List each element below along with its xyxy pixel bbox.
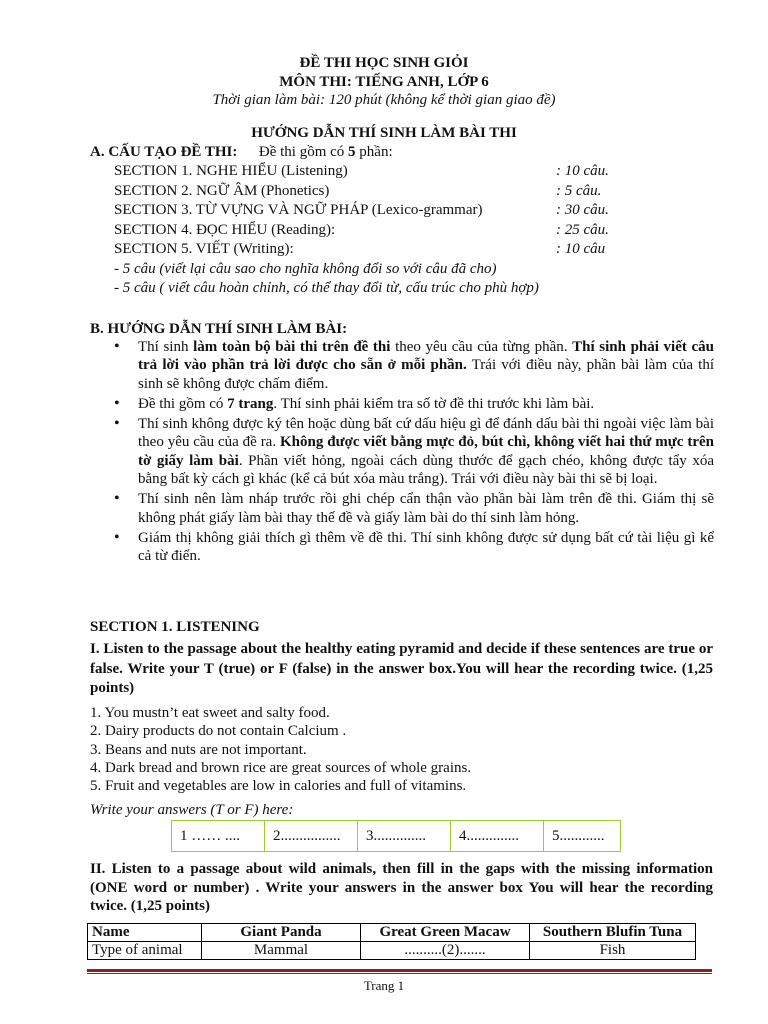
table-header-row <box>88 924 696 942</box>
answer-cell[interactable]: 2................ <box>265 821 358 852</box>
part-a-heading: A. CẤU TẠO ĐỀ THI: <box>90 144 238 160</box>
statement-list <box>90 704 471 795</box>
question-1-prompt: I. Listen to the passage about the healthy eating pyramid and decide if these sentences are true or false. Write your T (true) or F (false) in the answer box.You will hear the recording twice. (1,25 points) <box>90 641 713 696</box>
section-label: SECTION 4. ĐỌC HIỂU (Reading): <box>114 221 336 238</box>
statement-item: 3. Beans and nuts are not important. <box>90 741 307 758</box>
animal-table <box>87 923 696 960</box>
exam-time: Thời gian làm bài: 120 phút (không kể thời gian giao đề) <box>212 92 556 108</box>
instruction-item <box>114 395 714 413</box>
section-count: : 10 câu <box>556 241 606 257</box>
part-a-intro-num: 5 <box>348 144 356 160</box>
instruction-item <box>114 529 714 566</box>
table-cell: Fish <box>530 942 696 960</box>
question-2-prompt: II. Listen to a passage about wild animals, then fill in the gaps with the missing information (ONE word or number) . Write your answers in the answer box You will hear the recording twice. (1,25 points) <box>90 861 713 914</box>
table-header-cell: Giant Panda <box>202 924 361 942</box>
section-label: SECTION 5. VIẾT (Writing): <box>114 241 294 257</box>
instruction-item <box>114 338 714 393</box>
section-label: SECTION 2. NGỮ ÂM (Phonetics) <box>114 182 330 199</box>
table-header-cell: Name <box>88 924 202 942</box>
text: Thí sinh <box>138 339 194 355</box>
text-bold: 7 trang <box>227 395 274 412</box>
part-a-intro-pre: Đề thi gồm có <box>258 144 349 160</box>
answer-row <box>172 821 621 852</box>
table-cell: Mammal <box>202 942 361 960</box>
statement-item: 1. You mustn’t eat sweet and salty food. <box>90 705 330 721</box>
text: . Phần viết hỏng, ngoài cách dùng thước để gạch chéo, không được tẩy xóa bằng bất kỳ cách gì khác (kể cả bút xóa màu trắng). Trái với điều này bài thi sẽ bị loại. <box>138 452 715 488</box>
section-label: SECTION 3. TỪ VỰNG VÀ NGỮ PHÁP (Lexico-grammar) <box>114 202 483 218</box>
table-cell[interactable]: ..........(2)....... <box>361 942 530 960</box>
instructions-title: HƯỚNG DẪN THÍ SINH LÀM BÀI THI <box>251 125 517 141</box>
instruction-item <box>114 490 714 527</box>
answer-box <box>171 820 621 852</box>
text: theo yêu cầu của từng phần. <box>390 339 573 355</box>
part-a-intro-post: phần: <box>355 144 393 160</box>
statement-item: 5. Fruit and vegetables are low in calories and full of vitamins. <box>90 778 467 795</box>
section-count: : 10 câu. <box>556 163 609 179</box>
text-bold: Thí sinh phải viết câu trả lời vào phần trả lời được cho sẵn ở mỗi phần. <box>138 339 714 374</box>
section-count: : 5 câu. <box>556 182 602 199</box>
page-number: Trang 1 <box>363 978 405 993</box>
exam-title: ĐỀ THI HỌC SINH GIỎI <box>299 55 469 71</box>
footer-rule <box>87 969 712 972</box>
answer-cell[interactable]: 4.............. <box>451 821 544 852</box>
writing-note: - 5 câu ( viết câu hoàn chỉnh, có thể thay đổi từ, cấu trúc cho phù hợp) <box>114 280 539 296</box>
answer-cell[interactable]: 1 …… .... <box>172 821 265 852</box>
table-header-cell: Great Green Macaw <box>361 924 530 942</box>
text: Giám thị không giải thích gì thêm về đề thi. Thí sinh không được sử dụng bất cứ tài liệu gì kể cả từ điển. <box>138 529 714 565</box>
part-a-heading-line <box>90 143 393 162</box>
instruction-item <box>114 415 714 488</box>
text: Thí sinh nên làm nháp trước rồi ghi chép cẩn thận vào phần bài làm trên đề thi. Giám thị sẽ không phát giấy làm bài thay thế đề và giấy làm bài do thí sinh làm hỏng. <box>138 491 714 526</box>
text-bold: làm toàn bộ bài thi trên đề thi <box>193 339 391 355</box>
instruction-list <box>114 338 714 568</box>
footer-rule-thin <box>87 973 712 974</box>
statement-item: 4. Dark bread and brown rice are great sources of whole grains. <box>90 759 472 776</box>
table-cell: Type of animal <box>88 942 202 960</box>
table-row <box>88 942 696 960</box>
statement-item: 2. Dairy products do not contain Calcium . <box>90 723 347 740</box>
answer-cell[interactable]: 3.............. <box>358 821 451 852</box>
part-b-heading: B. HƯỚNG DẪN THÍ SINH LÀM BÀI: <box>90 321 348 337</box>
text-bold: Không được viết bằng mực đỏ, bút chì, không viết hai thứ mực trên tờ giấy làm bài <box>138 434 714 469</box>
exam-subject: MÔN THI: TIẾNG ANH, LỚP 6 <box>279 74 489 90</box>
listening-heading: SECTION 1. LISTENING <box>90 619 260 635</box>
text: Đề thi gồm có <box>138 395 228 412</box>
text: Thí sinh không được ký tên hoặc dùng bất cứ dấu hiệu gì để đánh dấu bài thi ngoài việc làm bài theo yêu cầu của đề ra. <box>138 416 714 451</box>
writing-note: - 5 câu (viết lại câu sao cho nghĩa không đổi so với câu đã cho) <box>114 261 497 277</box>
section-count: : 30 câu. <box>556 202 609 218</box>
section-count: : 25 câu. <box>556 221 609 238</box>
table-header-cell: Southern Blufin Tuna <box>530 924 696 942</box>
answer-cell[interactable]: 5............ <box>544 821 621 852</box>
write-answers-prompt: Write your answers (T or F) here: <box>90 802 294 818</box>
text: . Thí sinh phải kiểm tra số tờ đề thi trước khi làm bài. <box>273 395 595 412</box>
text: Trái với điều này, phần bài làm của thí sinh sẽ không được chấm điểm. <box>138 357 714 392</box>
section-label: SECTION 1. NGHE HIỂU (Listening) <box>114 163 348 179</box>
